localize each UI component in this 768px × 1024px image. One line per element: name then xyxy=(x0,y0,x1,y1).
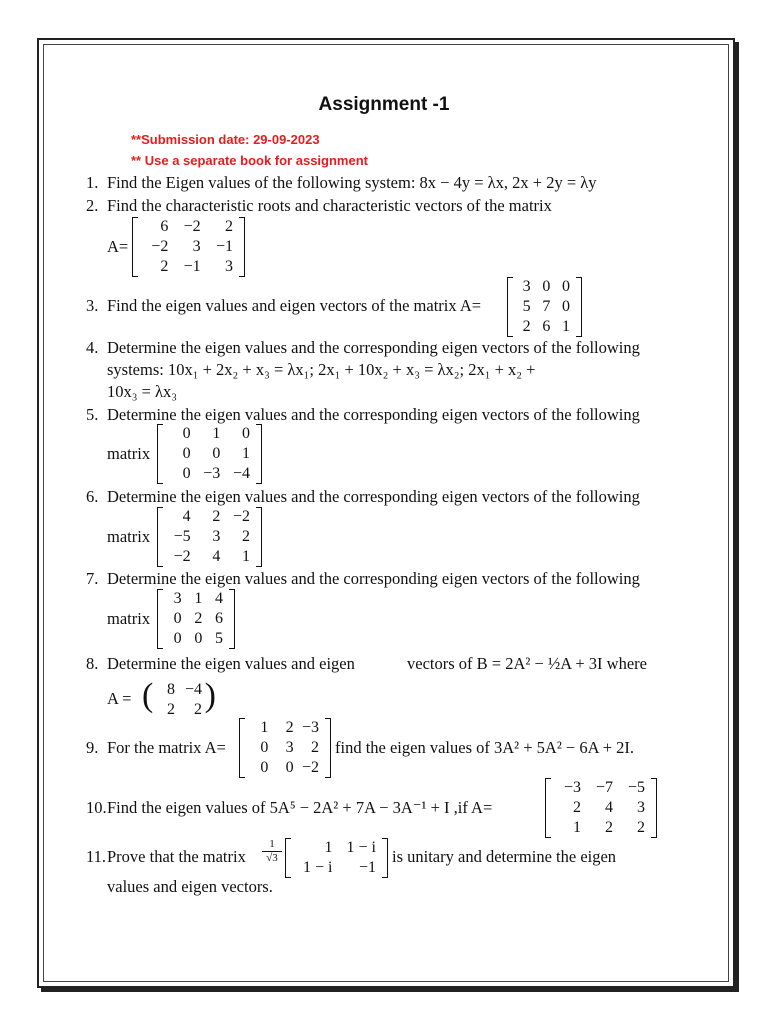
matrix-cell: 0 xyxy=(285,759,294,776)
matrix-cell: 3 xyxy=(173,590,182,607)
q6-matrix xyxy=(157,507,262,567)
matrix-cell: 1 − i xyxy=(303,859,333,876)
matrix-cell: 3 xyxy=(192,238,201,255)
matrix-cell: −3 xyxy=(203,465,221,482)
q3-matrix xyxy=(507,277,582,337)
submission-date-note: **Submission date: 29-09-2023 xyxy=(131,132,320,147)
q7-text: Determine the eigen values and the corresponding eigen vectors of the following xyxy=(107,569,640,588)
matrix-cell: −2 xyxy=(301,759,319,776)
matrix-cell: 2 xyxy=(212,508,221,525)
q11-text-2: is unitary and determine the eigen xyxy=(392,847,617,866)
matrix-cell: 6 xyxy=(160,218,169,235)
left-paren: ( xyxy=(142,677,154,714)
q1-text: Find the Eigen values of the following system: 8x − 4y = λx, 2x + 2y = λy xyxy=(107,173,597,192)
matrix-cell: 1 xyxy=(561,318,570,335)
q4-text-2: systems: 10x₁ + 2x₂ + x₃ = λx₁; 2x₁ + 10x₂ + x₃ = λx₂; 2x₁ + x₂ + xyxy=(107,360,536,379)
matrix-cell: 0 xyxy=(561,278,570,295)
matrix-cell: 3 xyxy=(212,528,221,545)
matrix-cell: 2 xyxy=(241,528,250,545)
q5-number: 5. xyxy=(86,405,99,424)
q5-matrix-label: matrix xyxy=(107,444,151,463)
matrix-cell: 0 xyxy=(182,465,191,482)
matrix-cell: −4 xyxy=(232,465,250,482)
right-paren: ) xyxy=(204,677,216,714)
matrix-cell: −5 xyxy=(173,528,191,545)
matrix-cell: 3 xyxy=(637,799,645,816)
q11-number: 11. xyxy=(86,847,107,866)
matrix-cell: −5 xyxy=(627,779,645,796)
q11-matrix xyxy=(285,838,388,878)
matrix-cell: 2 xyxy=(310,739,319,756)
matrix-cell: 3 xyxy=(522,278,531,295)
matrix-cell: 2 xyxy=(522,318,531,335)
matrix-cell: 7 xyxy=(542,298,551,315)
q7-matrix-label: matrix xyxy=(107,609,151,628)
matrix-cell: 2 xyxy=(573,799,581,816)
matrix-cell: 1 − i xyxy=(346,839,376,856)
q8-A-label: A = xyxy=(107,689,132,708)
q4-text-3: 10x₃ = λx₃ xyxy=(107,382,178,401)
q2-text: Find the characteristic roots and characteristic vectors of the matrix xyxy=(107,196,552,215)
matrix-cell: 0 xyxy=(182,445,191,462)
matrix-cell: −2 xyxy=(173,548,191,565)
right-bracket xyxy=(229,589,235,649)
q10-text: Find the eigen values of 5A⁵ − 2A² + 7A − 3A⁻¹ + I ,if A= xyxy=(107,798,493,817)
matrix-cell: 1 xyxy=(260,719,269,736)
left-bracket xyxy=(507,277,513,337)
matrix-cell: 0 xyxy=(173,610,182,627)
matrix-cell: 2 xyxy=(194,701,202,718)
left-bracket xyxy=(157,589,163,649)
matrix-cell: 0 xyxy=(241,425,250,442)
matrix-cell: 5 xyxy=(214,630,223,647)
matrix-cell: 6 xyxy=(214,610,223,627)
q3-text: Find the eigen values and eigen vectors of the matrix A= xyxy=(107,296,482,315)
matrix-cell: 2 xyxy=(224,218,233,235)
right-bracket xyxy=(256,424,262,484)
matrix-cell: 1 xyxy=(324,839,333,856)
right-bracket xyxy=(576,277,582,337)
matrix-cell: 1 xyxy=(241,445,250,462)
q11-text-1: Prove that the matrix xyxy=(107,847,246,866)
q5-text: Determine the eigen values and the corresponding eigen vectors of the following xyxy=(107,405,640,424)
left-bracket xyxy=(285,838,291,878)
q7-matrix xyxy=(157,589,235,649)
matrix-cell: 2 xyxy=(194,610,203,627)
left-bracket xyxy=(545,778,551,838)
matrix-cell: 2 xyxy=(167,701,175,718)
matrix-cell: −2 xyxy=(232,508,250,525)
matrix-cell: 8 xyxy=(167,681,175,698)
q4-text-1: Determine the eigen values and the corresponding eigen vectors of the following xyxy=(107,338,640,357)
matrix-cell: 0 xyxy=(260,759,269,776)
left-bracket xyxy=(157,507,163,567)
q9-number: 9. xyxy=(86,738,99,757)
q11-text-3: values and eigen vectors. xyxy=(107,877,273,896)
q4-number: 4. xyxy=(86,338,99,357)
separate-book-note: ** Use a separate book for assignment xyxy=(131,153,368,168)
matrix-cell: 1 xyxy=(241,548,250,565)
q10-number: 10. xyxy=(86,798,107,817)
q9-matrix xyxy=(239,718,331,778)
matrix-cell: 0 xyxy=(260,739,269,756)
q1-number: 1. xyxy=(86,173,99,192)
matrix-cell: 2 xyxy=(160,258,169,275)
assignment-title: Assignment -1 xyxy=(318,94,450,115)
matrix-cell: 2 xyxy=(285,719,294,736)
left-bracket xyxy=(239,718,245,778)
q2-A-label: A= xyxy=(107,237,129,256)
right-bracket xyxy=(382,838,388,878)
matrix-cell: 5 xyxy=(522,298,531,315)
right-bracket xyxy=(651,778,657,838)
matrix-cell: 4 xyxy=(182,508,191,525)
matrix-cell: 2 xyxy=(605,819,613,836)
matrix-cell: −1 xyxy=(358,859,376,876)
matrix-cell: 1 xyxy=(212,425,221,442)
right-bracket xyxy=(256,507,262,567)
matrix-cell: −4 xyxy=(184,681,202,698)
matrix-cell: 0 xyxy=(561,298,570,315)
q10-matrix xyxy=(545,778,657,838)
matrix-cell: 6 xyxy=(542,318,551,335)
matrix-cell: −3 xyxy=(563,779,581,796)
q2-number: 2. xyxy=(86,196,99,215)
q9-text-1: For the matrix A= xyxy=(107,738,226,757)
matrix-cell: 4 xyxy=(214,590,223,607)
q11-scalar-factor xyxy=(262,838,282,865)
matrix-cell: −1 xyxy=(215,238,233,255)
q6-matrix-label: matrix xyxy=(107,527,151,546)
matrix-cell: 0 xyxy=(212,445,221,462)
matrix-cell: −3 xyxy=(301,719,319,736)
matrix-cell: 1 xyxy=(194,590,203,607)
q9-text-2: find the eigen values of 3A² + 5A² − 6A + 2I. xyxy=(335,738,635,757)
q8-number: 8. xyxy=(86,654,99,673)
q6-text: Determine the eigen values and the corresponding eigen vectors of the following xyxy=(107,487,640,506)
matrix-cell: −2 xyxy=(151,238,169,255)
left-bracket xyxy=(132,217,138,277)
right-bracket xyxy=(325,718,331,778)
matrix-cell: 4 xyxy=(212,548,221,565)
q8-text-2: vectors of B = 2A² − ½A + 3I where xyxy=(407,654,647,673)
q11-factor-numerator: 1 xyxy=(262,838,282,852)
q8-matrix xyxy=(142,677,216,720)
matrix-cell: 0 xyxy=(194,630,203,647)
q8-text-1: Determine the eigen values and eigen xyxy=(107,654,355,673)
matrix-cell: 0 xyxy=(182,425,191,442)
matrix-cell: 3 xyxy=(224,258,233,275)
matrix-cell: −2 xyxy=(183,218,201,235)
matrix-cell: 3 xyxy=(285,739,294,756)
left-bracket xyxy=(157,424,163,484)
q7-number: 7. xyxy=(86,569,99,588)
q11-factor-denominator: √3 xyxy=(266,852,278,864)
right-bracket xyxy=(239,217,245,277)
matrix-cell: 1 xyxy=(573,819,581,836)
q5-matrix xyxy=(157,424,262,484)
matrix-cell: 0 xyxy=(173,630,182,647)
q3-number: 3. xyxy=(86,296,99,315)
matrix-cell: −7 xyxy=(595,779,613,796)
matrix-cell: −1 xyxy=(183,258,201,275)
matrix-cell: 2 xyxy=(637,819,645,836)
matrix-cell: 0 xyxy=(542,278,551,295)
q6-number: 6. xyxy=(86,487,99,506)
matrix-cell: 4 xyxy=(605,799,613,816)
q2-matrix xyxy=(132,217,245,277)
